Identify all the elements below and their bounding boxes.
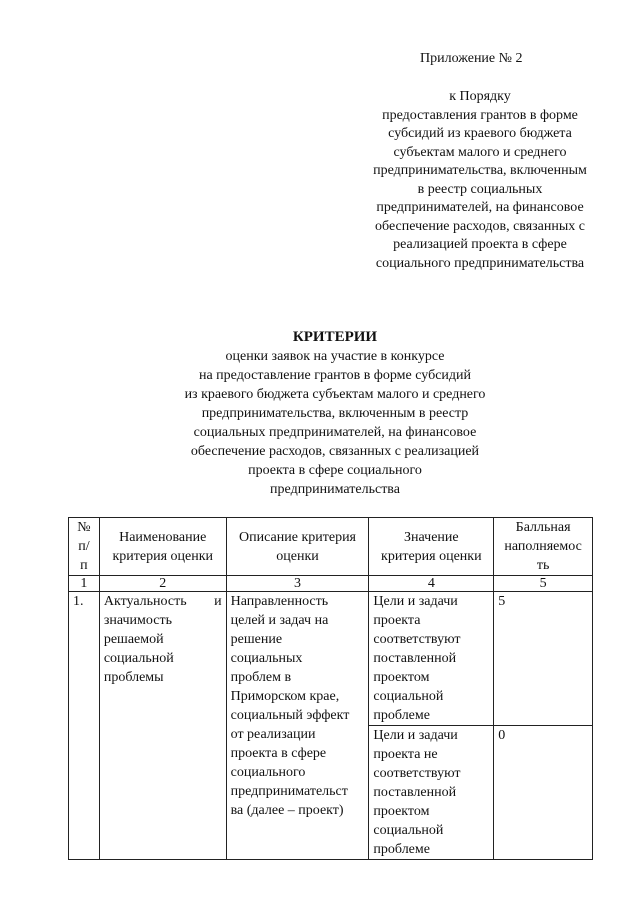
column-number: 5 [494,576,593,592]
value-line: проблеме [373,708,430,723]
appendix-number: Приложение № 2 [420,51,523,66]
header-line: Балльная [515,520,571,535]
value-line: проекта не [373,747,438,762]
value-line: соответствуют [373,766,461,781]
score-cell: 5 [494,592,593,726]
header-line: Описание критерия [239,529,356,545]
value-line: поставленной [373,651,457,666]
header-line: наполняемос [504,539,582,554]
header-criterion-name [99,518,226,576]
appendix-line: предпринимателей, на финансовое [376,200,584,215]
criterion-name-cell [99,592,226,860]
column-number: 4 [369,576,494,592]
description-line: предпринимательст [230,784,348,799]
appendix-line: обеспечение расходов, связанных с [375,218,585,234]
heading-line: социальных предпринимателей, на финансовое [193,425,477,440]
value-line: соответствуют [373,632,461,647]
criterion-name-word: и [214,594,222,609]
description-line: социального [230,765,306,780]
header-num [69,518,100,576]
value-line: проектом [373,804,430,819]
description-line: Направленность [230,594,329,609]
value-line: поставленной [373,785,457,800]
score-cell: 0 [494,726,593,860]
header-criterion-description [226,518,369,576]
header-line: оценки [276,548,319,564]
criterion-value-cell [369,726,494,860]
column-number: 2 [99,576,226,592]
header-line: п [80,558,88,573]
appendix-text [350,88,610,273]
value-line: проекта [373,613,421,628]
table-row [69,592,593,726]
header-line: № [77,520,91,535]
value-line: Цели и задачи [373,728,458,743]
column-number: 1 [69,576,100,592]
criterion-name-line: значимость [103,613,172,628]
description-line: решение [230,632,283,647]
value-line: Цели и задачи [373,594,458,609]
criterion-name-word: Актуальность [103,594,187,609]
header-score [494,518,593,576]
header-line: критерия оценки [381,548,482,564]
appendix-line: предоставления грантов в форме [382,107,578,123]
description-line: социальный эффект [230,708,350,723]
heading-line: предпринимательства [270,482,400,497]
description-line: проблем в [230,670,292,685]
row-number: 1. [69,592,100,860]
value-line: социальной [373,689,444,704]
criterion-name-first-line [104,592,222,611]
criterion-name-line: проблемы [103,670,164,685]
document-title: КРИТЕРИИ [292,329,378,345]
header-line: ть [536,558,550,573]
description-line: от реализации [230,727,316,742]
header-criterion-value [369,518,494,576]
document-heading [120,328,550,499]
header-line: критерия оценки [112,548,214,564]
heading-line: предпринимательства, включенным в реестр [201,406,469,421]
heading-line: оценки заявок на участие в конкурсе [225,349,445,364]
criterion-name-line: социальной [103,651,174,666]
description-line: ва (далее – проект) [230,803,344,818]
header-line: п/ [78,539,90,554]
description-line: Приморском крае, [230,689,340,704]
description-line: социальных [230,651,303,666]
value-line: проектом [373,670,430,685]
criteria-table [68,517,593,860]
criterion-description-cell [226,592,369,860]
criterion-name-line: решаемой [103,632,164,647]
criterion-value-cell [369,592,494,726]
appendix-line: в реестр социальных [417,181,543,197]
header-line: Наименование [119,529,207,545]
heading-line: обеспечение расходов, связанных с реализацией [190,444,480,459]
description-line: проекта в сфере [230,746,327,761]
value-line: проблеме [373,842,430,857]
column-number-row [69,576,593,592]
appendix-line: субъектам малого и среднего [393,144,567,160]
appendix-line: субсидий из краевого бюджета [388,126,572,141]
heading-line: из краевого бюджета субъектам малого и среднего [184,387,486,402]
appendix-line: предпринимательства, включенным [373,163,587,178]
appendix-line: реализацией проекта в сфере [393,237,567,252]
appendix-line: социального предпринимательства [375,255,585,271]
value-line: социальной [373,823,444,838]
appendix-line: к Порядку [449,89,511,104]
description-line: целей и задач на [230,613,329,628]
column-number: 3 [226,576,369,592]
heading-line: на предоставление грантов в форме субсидий [198,368,472,383]
heading-line: проекта в сфере социального [248,463,422,478]
table-header-row [69,518,593,576]
header-line: Значение [404,529,459,545]
